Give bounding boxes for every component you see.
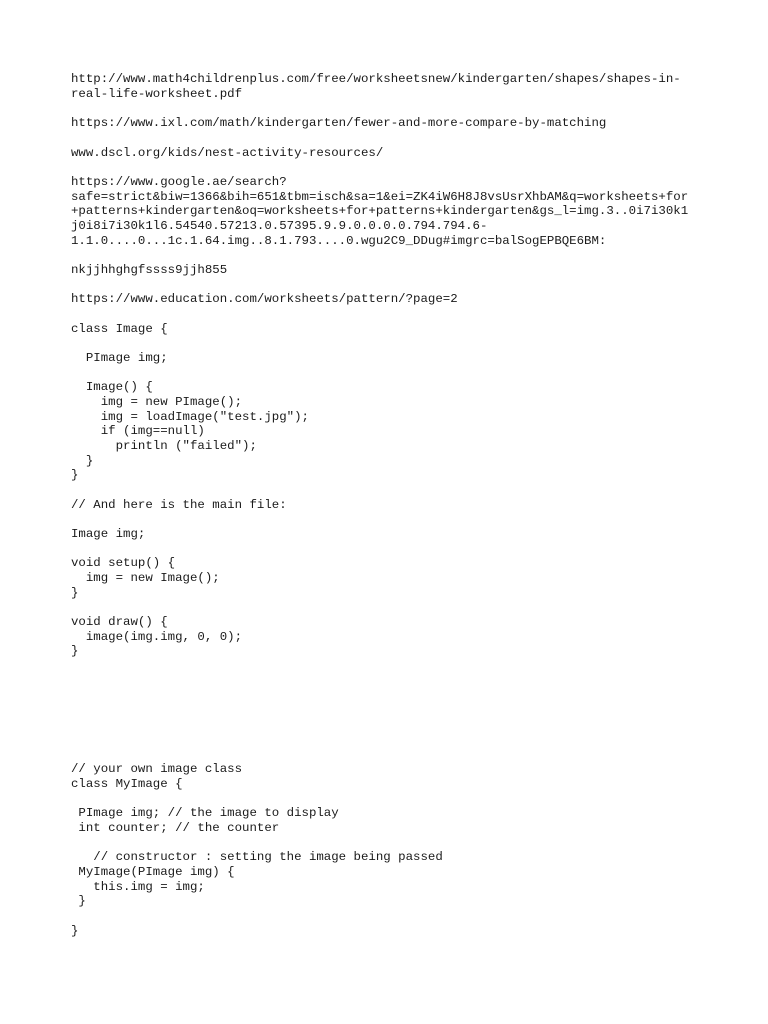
code-line: img = loadImage("test.jpg"); (71, 410, 309, 424)
text-line: +patterns+kindergarten&oq=worksheets+for+patterns+kindergarten&gs_l=img.3..0i7i30k1 (71, 204, 689, 218)
code-line: class MyImage { (71, 777, 183, 791)
text-line: https://www.education.com/worksheets/pattern/?page=2 (71, 292, 458, 306)
code-line: img = new Image(); (71, 571, 220, 585)
text-line: 1.1.0....0...1c.1.64.img..8.1.793....0.wgu2C9_DDug#imgrc=balSogEPBQE6BM: (71, 234, 607, 248)
code-line: image(img.img, 0, 0); (71, 630, 243, 644)
text-line: https://www.google.ae/search? (71, 175, 287, 189)
code-line: } (71, 644, 79, 658)
code-line: void setup() { (71, 556, 176, 570)
code-line: // constructor : setting the image being passed (71, 850, 443, 864)
code-line: } (71, 586, 79, 600)
text-line: nkjjhhghgfssss9jjh855 (71, 263, 228, 277)
code-line: class Image { (71, 322, 168, 336)
text-line: safe=strict&biw=1366&bih=651&tbm=isch&sa=1&ei=ZK4iW6H8J8vsUsrXhbAM&q=worksheets+for (71, 190, 689, 204)
text-line: http://www.math4childrenplus.com/free/worksheetsnew/kindergarten/shapes/shapes-in- (71, 72, 681, 86)
code-line: int counter; // the counter (71, 821, 280, 835)
text-line: real-life-worksheet.pdf (71, 87, 243, 101)
code-line: Image img; (71, 527, 146, 541)
code-line: // And here is the main file: (71, 498, 287, 512)
code-line: } (71, 924, 79, 938)
code-line: void draw() { (71, 615, 168, 629)
code-line: img = new PImage(); (71, 395, 243, 409)
code-line: println ("failed"); (71, 439, 257, 453)
code-line: } (71, 894, 86, 908)
text-line: https://www.ixl.com/math/kindergarten/fewer-and-more-compare-by-matching (71, 116, 607, 130)
code-line: } (71, 468, 79, 482)
code-line: Image() { (71, 380, 153, 394)
code-line: MyImage(PImage img) { (71, 865, 235, 879)
code-line: if (img==null) (71, 424, 205, 438)
code-line: PImage img; // the image to display (71, 806, 339, 820)
code-line: // your own image class (71, 762, 243, 776)
code-line: this.img = img; (71, 880, 205, 894)
code-line: } (71, 454, 94, 468)
code-line: PImage img; (71, 351, 168, 365)
text-line: j0i8i7i30k1l6.54540.57213.0.57395.9.9.0.0.0.0.794.794.6- (71, 219, 488, 233)
text-line: www.dscl.org/kids/nest-activity-resources/ (71, 146, 384, 160)
